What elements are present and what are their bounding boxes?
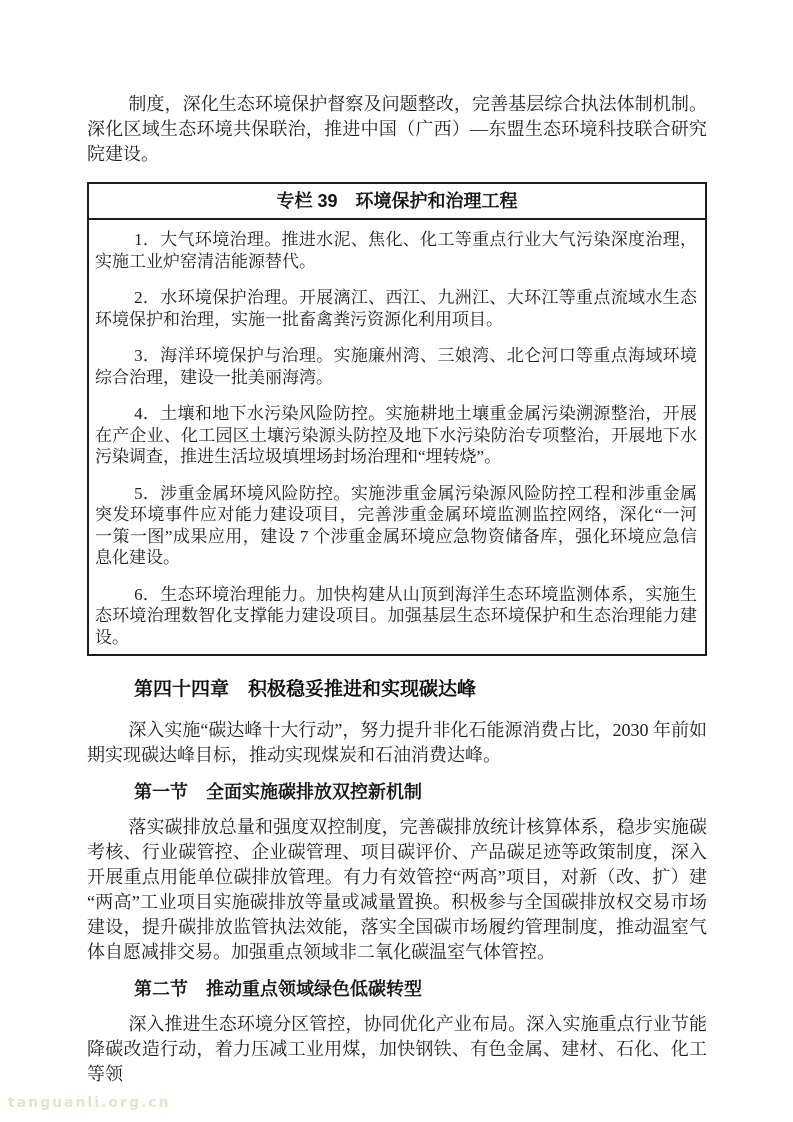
column-39-box	[87, 182, 707, 656]
document-body	[87, 92, 707, 1087]
column-item-water: 2．水环境保护治理。开展漓江、西江、九洲江、大环江等重点流域水生态环境保护和治理，实施一批畜禽粪污资源化利用项目。	[95, 288, 697, 329]
section-1-heading: 第一节 全面实施碳排放双控新机制	[134, 782, 422, 802]
column-box-body	[89, 220, 705, 654]
section-2-paragraph: 深入推进生态环境分区管控，协同优化产业布局。深入实施重点行业节能降碳改造行动，着力压减工业用煤，加快钢铁、有色金属、建材、石化、化工等领	[87, 1014, 707, 1084]
section-1-paragraph: 落实碳排放总量和强度双控制度，完善碳排放统计核算体系，稳步实施碳考核、行业碳管控、企业碳管理、项目碳评价、产品碳足迹等政策制度，深入开展重点用能单位碳排放管理。有力有效管控“两高”项目，对新（改、扩）建“两高”工业项目实施碳排放等量或减量置换。积极参与全国碳排放权交易市场建设，提升碳排放监管执法效能，落实全国碳市场履约管理制度，推动温室气体自愿减排交易。加强重点领域非二氧化碳温室气体管控。	[87, 817, 707, 962]
chapter-intro-paragraph: 深入实施“碳达峰十大行动”，努力提升非化石能源消费占比，2030 年前如期实现碳达峰目标，推动实现煤炭和石油消费达峰。	[87, 720, 707, 765]
column-item-soil: 4．土壤和地下水污染风险防控。实施耕地土壤重金属污染溯源整治，开展在产企业、化工园区土壤污染源头防控及地下水污染防治专项整治，开展地下水污染调查，推进生活垃圾填埋场封场治理和“埋转烧”。	[95, 404, 697, 466]
column-box-title: 专栏 39 环境保护和治理工程	[89, 184, 705, 220]
intro-paragraph: 制度，深化生态环境保护督察及问题整改，完善基层综合执法体制机制。深化区域生态环境共保联治，推进中国（广西）—东盟生态环境科技联合研究院建设。	[87, 94, 707, 164]
column-item-eco-capacity: 6．生态环境治理能力。加快构建从山顶到海洋生态环境监测体系，实施生态环境治理数智化支撑能力建设项目。加强基层生态环境保护和生态治理能力建设。	[95, 584, 697, 647]
section-2-heading: 第二节 推动重点领域绿色低碳转型	[134, 979, 422, 999]
column-item-marine: 3．海洋环境保护与治理。实施廉州湾、三娘湾、北仑河口等重点海域环境综合治理，建设一批美丽海湾。	[95, 346, 697, 387]
watermark-site-url: tanguanli.org.cn	[8, 1095, 171, 1111]
column-item-air: 1．大气环境治理。推进水泥、焦化、化工等重点行业大气污染深度治理，实施工业炉窑清洁能源替代。	[95, 230, 697, 271]
chapter-44-heading: 第四十四章 积极稳妥推进和实现碳达峰	[134, 679, 477, 700]
column-item-heavy-metal: 5．涉重金属环境风险防控。实施涉重金属污染源风险防控工程和涉重金属突发环境事件应对能力建设项目，完善涉重金属环境监测监控网络，深化“一河一策一图”成果应用，建设 7 个涉重金属环境应急物资储备库，强化环境应急信息化建设。	[95, 483, 697, 567]
